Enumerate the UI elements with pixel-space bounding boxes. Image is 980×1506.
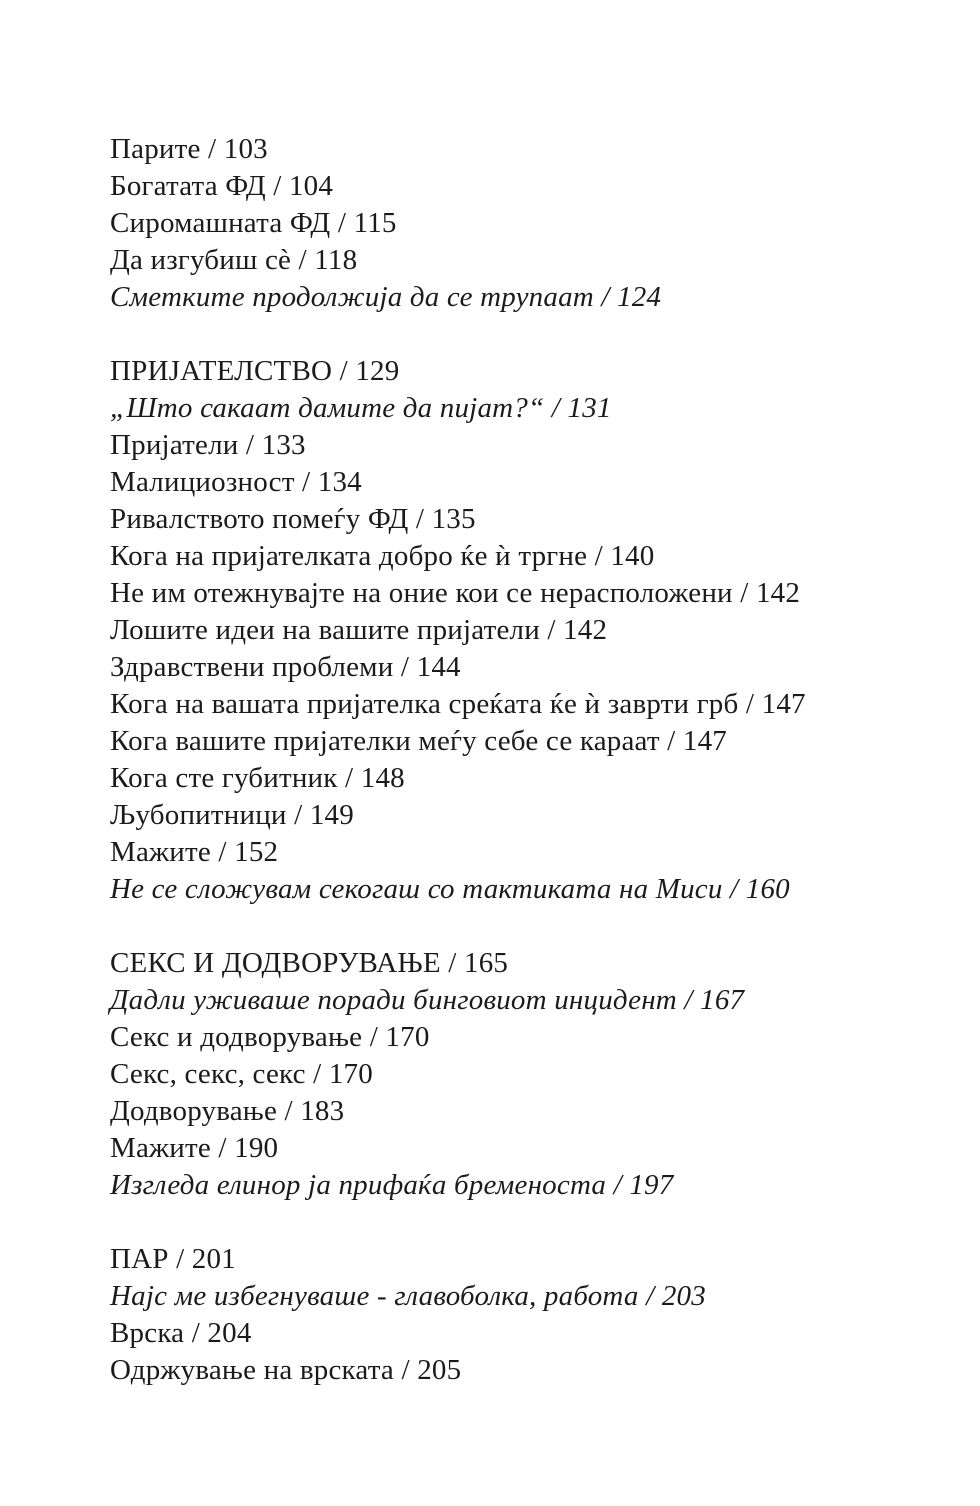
toc-entry <box>110 797 806 834</box>
toc-entry <box>110 612 806 649</box>
toc-entry <box>110 390 806 427</box>
entry-page-number: 203 <box>661 1280 706 1312</box>
entry-separator: / <box>210 1132 235 1164</box>
toc-entry <box>110 1315 806 1352</box>
entry-separator: / <box>200 133 224 165</box>
entry-separator: / <box>659 725 683 757</box>
entry-page-number: 140 <box>610 540 655 572</box>
entry-page-number: 142 <box>563 614 608 646</box>
entry-title: Парите <box>110 133 201 165</box>
entry-title: Кога вашите пријателки меѓу себе се караат <box>110 725 660 757</box>
toc-entry <box>110 1167 806 1204</box>
entry-separator: / <box>184 1317 208 1349</box>
toc-entry <box>110 427 806 464</box>
entry-separator: / <box>638 1280 662 1312</box>
entry-page-number: 142 <box>755 577 801 609</box>
entry-page-number: 103 <box>223 133 268 165</box>
entry-separator: / <box>168 1243 192 1275</box>
toc-entry <box>110 205 806 242</box>
entry-page-number: 160 <box>745 873 790 905</box>
entry-separator: / <box>394 1354 418 1386</box>
entry-title: Секс, секс, секс <box>110 1058 306 1090</box>
entry-title: Да изгубиш сè <box>110 244 292 276</box>
entry-page-number: 115 <box>353 207 397 239</box>
entry-separator: / <box>362 1021 386 1053</box>
entry-separator: / <box>722 873 746 905</box>
toc-entry <box>110 1056 806 1093</box>
entry-page-number: 170 <box>385 1021 430 1053</box>
entry-separator: / <box>539 614 564 646</box>
toc-section-heading <box>110 1241 806 1278</box>
entry-page-number: 170 <box>328 1058 373 1090</box>
entry-page-number: 183 <box>300 1095 345 1127</box>
toc-entry <box>110 1019 806 1056</box>
entry-title: ПАР <box>110 1243 169 1275</box>
entry-separator: / <box>286 799 310 831</box>
entry-separator: / <box>587 540 611 572</box>
entry-separator: / <box>593 281 618 313</box>
entry-title: Лошите идеи на вашите пријатели <box>110 614 540 646</box>
entry-page-number: 165 <box>464 947 509 979</box>
entry-title: Не се сложувам секогаш со тактиката на Миси <box>110 873 723 905</box>
entry-page-number: 147 <box>761 688 806 720</box>
toc-entry <box>110 538 806 575</box>
toc-entry <box>110 686 806 723</box>
entry-title: Мажите <box>110 1132 211 1164</box>
entry-title: Кога на вашата пријателка среќата ќе ѝ заврти грб <box>110 688 739 720</box>
toc-entry <box>110 723 806 760</box>
toc-entry <box>110 1130 806 1167</box>
entry-title: Не им отежнувајте на оние кои се нерасположени <box>110 577 733 609</box>
toc-entry <box>110 871 806 908</box>
entry-title: Сиромашната ФД <box>110 207 331 239</box>
toc-entry <box>110 760 806 797</box>
entry-title: Кога на пријателката добро ќе ѝ тргне <box>110 540 588 572</box>
entry-title: „Што сакаат дамите да пијат?“ <box>110 392 545 424</box>
entry-page-number: 133 <box>261 429 306 461</box>
entry-separator: / <box>732 577 756 609</box>
entry-title: Кога сте губитник <box>110 762 338 794</box>
table-of-contents <box>110 131 806 1389</box>
entry-title: Љубопитници <box>110 799 287 831</box>
entry-title: Одржување на врската <box>110 1354 395 1386</box>
entry-page-number: 129 <box>355 355 400 387</box>
toc-entry <box>110 464 806 501</box>
entry-title: Изгледа елинор ја прифаќа бременоста <box>110 1169 607 1201</box>
toc-entry <box>110 501 806 538</box>
entry-title: Богатата ФД <box>110 170 266 202</box>
toc-section <box>110 945 806 1204</box>
entry-separator: / <box>606 1169 630 1201</box>
toc-section-heading <box>110 353 806 390</box>
entry-title: Врска <box>110 1317 185 1349</box>
entry-title: Секс и додворување <box>110 1021 363 1053</box>
entry-title: ПРИЈАТЕЛСТВО <box>110 355 333 387</box>
entry-title: Сметките продолжија да се трупаат <box>110 281 594 313</box>
entry-page-number: 197 <box>629 1169 674 1201</box>
entry-separator: / <box>305 1058 329 1090</box>
toc-entry <box>110 982 806 1019</box>
entry-separator: / <box>544 392 568 424</box>
toc-entry <box>110 131 806 168</box>
entry-page-number: 104 <box>288 170 334 202</box>
toc-section <box>110 131 806 316</box>
entry-page-number: 167 <box>700 984 745 1016</box>
entry-separator: / <box>210 836 235 868</box>
entry-separator: / <box>337 762 361 794</box>
entry-page-number: 152 <box>234 836 279 868</box>
entry-page-number: 148 <box>360 762 405 794</box>
entry-separator: / <box>291 244 315 276</box>
entry-separator: / <box>393 651 417 683</box>
entry-separator: / <box>277 1095 301 1127</box>
entry-separator: / <box>265 170 289 202</box>
entry-title: Пријатели <box>110 429 239 461</box>
entry-page-number: 131 <box>567 392 612 424</box>
entry-separator: / <box>738 688 762 720</box>
toc-entry <box>110 279 806 316</box>
entry-page-number: 144 <box>416 651 461 683</box>
entry-page-number: 149 <box>309 799 354 831</box>
entry-page-number: 135 <box>431 503 476 535</box>
entry-page-number: 205 <box>417 1354 462 1386</box>
entry-title: Дадли уживаше поради бинговиот инцидент <box>110 984 677 1016</box>
toc-entry <box>110 1093 806 1130</box>
toc-entry <box>110 1278 806 1315</box>
entry-separator: / <box>330 207 354 239</box>
entry-title: Малициозност <box>110 466 295 498</box>
entry-title: Мажите <box>110 836 211 868</box>
entry-page-number: 190 <box>234 1132 279 1164</box>
toc-section <box>110 353 806 908</box>
toc-entry <box>110 575 806 612</box>
entry-title: Најс ме избегнуваше - главоболка, работа <box>110 1280 639 1312</box>
entry-title: Здравствени проблеми <box>110 651 394 683</box>
entry-separator: / <box>408 503 432 535</box>
toc-section-heading <box>110 945 806 982</box>
toc-entry <box>110 649 806 686</box>
entry-page-number: 118 <box>314 244 358 276</box>
entry-separator: / <box>238 429 262 461</box>
entry-separator: / <box>332 355 356 387</box>
entry-separator: / <box>294 466 318 498</box>
toc-entry <box>110 1352 806 1389</box>
toc-entry <box>110 168 806 205</box>
entry-title: Ривалството помеѓу ФД <box>110 503 409 535</box>
entry-title: Додворување <box>110 1095 278 1127</box>
entry-page-number: 124 <box>617 281 662 313</box>
toc-section <box>110 1241 806 1389</box>
entry-title: СЕКС И ДОДВОРУВАЊЕ <box>110 947 441 979</box>
toc-entry <box>110 834 806 871</box>
entry-page-number: 204 <box>207 1317 252 1349</box>
toc-entry <box>110 242 806 279</box>
entry-page-number: 134 <box>317 466 362 498</box>
entry-separator: / <box>676 984 701 1016</box>
entry-separator: / <box>440 947 464 979</box>
entry-page-number: 201 <box>191 1243 236 1275</box>
entry-page-number: 147 <box>682 725 728 757</box>
